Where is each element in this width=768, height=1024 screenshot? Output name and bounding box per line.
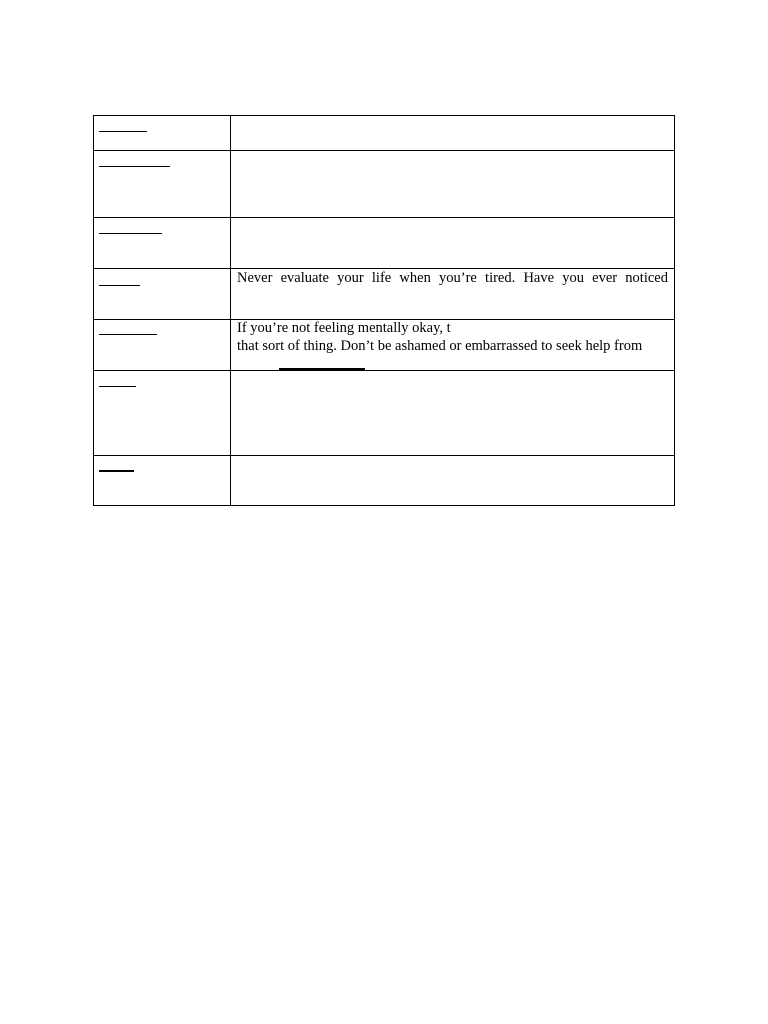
label-cell xyxy=(94,456,230,505)
content-cell xyxy=(231,151,674,217)
row-text-line-1: If you’re not feeling mentally okay, t xyxy=(237,320,451,336)
document-table xyxy=(93,115,675,506)
redacted-label-line xyxy=(99,166,170,167)
redacted-label-line xyxy=(99,131,147,132)
table-row xyxy=(94,320,674,371)
table-row xyxy=(94,269,674,320)
content-cell xyxy=(231,218,674,268)
content-cell xyxy=(231,269,674,319)
label-cell xyxy=(94,151,230,217)
redacted-label-line xyxy=(99,233,162,234)
label-cell xyxy=(94,269,230,319)
table-row xyxy=(94,456,674,505)
redacted-label-line xyxy=(99,334,157,335)
redacted-label-line xyxy=(99,386,136,387)
content-cell xyxy=(231,456,674,505)
redacted-label-line xyxy=(99,285,140,286)
label-cell xyxy=(94,218,230,268)
label-cell xyxy=(94,371,230,455)
redaction-bar xyxy=(279,368,365,370)
table-row xyxy=(94,218,674,269)
table-row xyxy=(94,151,674,218)
row-text-line: Never evaluate your life when you’re tired. Have you ever noticed xyxy=(237,270,668,286)
label-cell xyxy=(94,116,230,150)
row-text-line-2: that sort of thing. Don’t be ashamed or embarrassed to seek help from xyxy=(237,338,643,354)
table-row xyxy=(94,371,674,456)
content-cell xyxy=(231,371,674,455)
redacted-label-line xyxy=(99,470,134,472)
content-cell xyxy=(231,320,674,370)
table-row xyxy=(94,116,674,151)
label-cell xyxy=(94,320,230,370)
content-cell xyxy=(231,116,674,150)
